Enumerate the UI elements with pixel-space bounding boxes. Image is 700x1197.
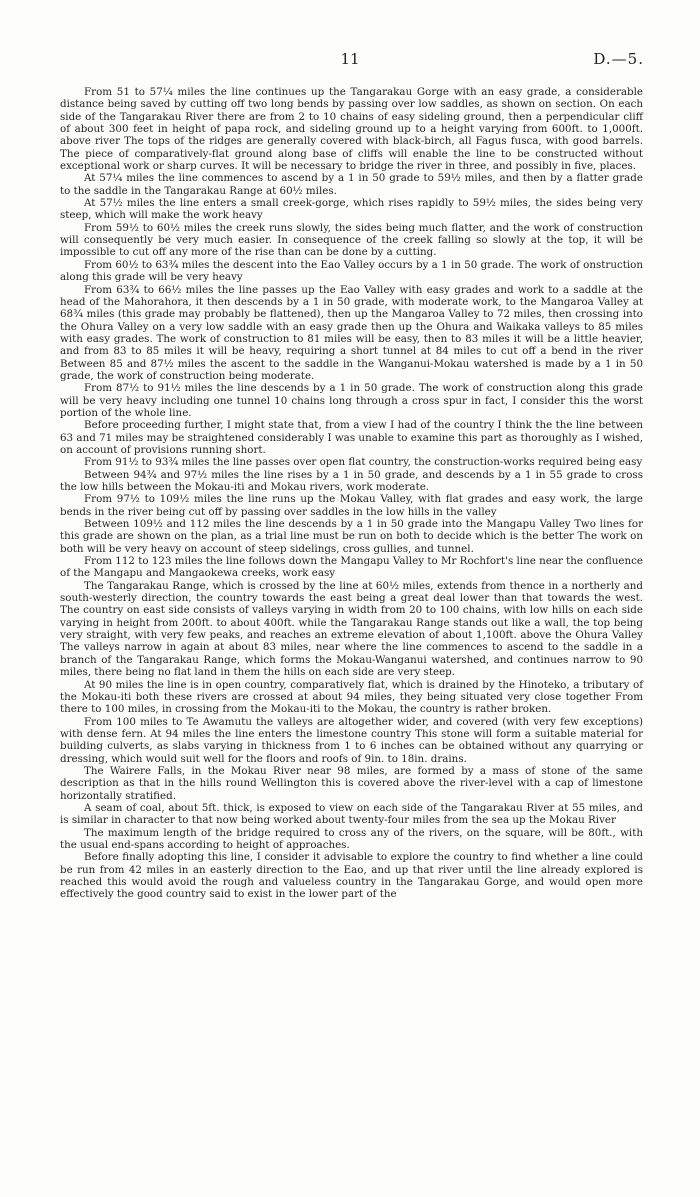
paragraph: The Tangarakau Range, which is crossed by the line at 60½ miles, extends from thence in a northerly and south-westerly direction, the country towards the east being a great deal lower than that towards the west. The country on east side consists of valleys varying in width from 20 to 100 chains, with low hills on each side varying in height from 200ft. to about 400ft. while the Tangarakau Range stands out like a wall, the top being very straight, with very few peaks, and reaches an extreme elevation of about 1,100ft. above the Ohura Valley The valleys narrow in again at about 83 miles, near where the line commences to ascend to the saddle in a branch of the Tangarakau Range, which forms the Mokau-Wanganui watershed, and continues narrow to 90 miles, there being no flat land in them the hills on each side are very steep. <box>60 579 643 679</box>
paragraph: From 63¾ to 66½ miles the line passes up the Eao Valley with easy grades and work to a saddle at the head of the Mahorahora, it then descends by a 1 in 50 grade, with moderate work, to the Mangaroa Valley at 68¾ miles (this grade may probably be flattened), then up the Mangaroa Valley to 72 miles, then crossing into the Ohura Valley on a very low saddle with an easy grade then up the Ohura and Waikaka valleys to 85 miles with easy grades. The work of construction to 81 miles will be easy, then to 83 miles it will be a little heavier, and from 83 to 85 miles it will be heavy, requiring a short tunnel at 84 miles to cut off a bend in the river Between 85 and 87½ miles the ascent to the saddle in the Wanganui-Mokau watershed is made by a 1 in 50 grade, the work of construction being moderate. <box>60 283 643 382</box>
paragraph: From 51 to 57¼ miles the line continues up the Tangarakau Gorge with an easy grade, a considerable distance being saved by cutting off two long bends by passing over low saddles, as shown on section. On each side of the Tangarakau River there are from 2 to 10 chains of easy sideling ground, then a perpendicular cliff of about 300 feet in height of papa rock, and sideling ground up to a height varying from 600ft. to 1,000ft. above river The tops of the ridges are generally covered with black-birch, all Fagus fusca, with good barrels. The piece of comparatively-flat ground along base of cliffs will enable the line to be constructed without exceptional work or sharp curves. It will be necessary to bridge the river in three, and possibly in five, places. <box>60 86 643 173</box>
body-text <box>60 86 643 901</box>
paragraph: From 91½ to 93¾ miles the line passes over open flat country, the construction-works required being easy <box>84 456 643 469</box>
paragraph: From 112 to 123 miles the line follows down the Mangapu Valley to Mr Rochfort's line near the confluence of the Mangapu and Mangaokewa creeks, work easy <box>60 555 643 580</box>
paragraph: Before finally adopting this line, I consider it advisable to explore the country to find whether a line could be run from 42 miles in an easterly direction to the Eao, and up that river until the line already explored is reached this would avoid the rough and valueless country in the Tangarakau Gorge, and would open more effectively the good country said to exist in the lower part of the <box>60 851 643 901</box>
paragraph: From 60½ to 63¾ miles the descent into the Eao Valley occurs by a 1 in 50 grade. The work of onstruction along this grade will be very heavy <box>60 258 643 284</box>
paragraph: From 100 miles to Te Awamutu the valleys are altogether wider, and covered (with very few exceptions) with dense fern. At 94 miles the line enters the limestone country This stone will form a suitable material for building culverts, as slabs varying in thickness from 1 to 6 inches can be obtained without any quarrying or dressing, which would suit well for the floors and roofs of 9in. to 18in. drains. <box>60 715 643 765</box>
paragraph: Between 94¾ and 97½ miles the line rises by a 1 in 50 grade, and descends by a 1 in 55 grade to cross the low hills between the Mokau-iti and Mokau rivers, work moderate. <box>60 468 643 493</box>
paragraph: Before proceeding further, I might state that, from a view I had of the country I think the the line between 63 and 71 miles may be straightened considerably I was unable to examine this part as thoroughly as I wished, on account of provisions running short. <box>60 419 643 456</box>
paragraph: The Wairere Falls, in the Mokau River near 98 miles, are formed by a mass of stone of the same description as that in the hills round Wellington this is covered above the river-level with a cap of limestone horizontally stratified. <box>60 764 643 802</box>
paragraph: At 57¼ miles the line commences to ascend by a 1 in 50 grade to 59½ miles, and then by a flatter grade to the saddle in the Tangarakau Range at 60½ miles. <box>60 172 643 197</box>
document-code: D.—5. <box>593 50 644 68</box>
paragraph: From 59½ to 60½ miles the creek runs slowly, the sides being much flatter, and the work of construction will consequently be very much easier. In consequence of the creek falling so slowly at the top, it will be impossible to cut off any more of the rise than can be done by a cutting. <box>60 221 643 259</box>
page-number: 11 <box>340 50 360 68</box>
page-header <box>0 50 700 74</box>
paragraph: Between 109½ and 112 miles the line descends by a 1 in 50 grade into the Mangapu Valley Two lines for this grade are shown on the plan, as a trial line must be run on both to decide which is the better The work on both will be very heavy on account of steep sidelings, cross gullies, and tunnel. <box>60 518 643 555</box>
paragraph: At 57½ miles the line enters a small creek-gorge, which rises rapidly to 59½ miles, the sides being very steep, which will make the work heavy <box>60 197 643 222</box>
paragraph: The maximum length of the bridge required to cross any of the rivers, on the square, will be 80ft., with the usual end-spans according to height of approaches. <box>60 826 643 851</box>
paragraph: A seam of coal, about 5ft. thick, is exposed to view on each side of the Tangarakau River at 55 miles, and is similar in character to that now being worked about twenty-four miles from the sea up the Mokau River <box>60 801 643 827</box>
paragraph: From 87½ to 91½ miles the line descends by a 1 in 50 grade. The work of construction along this grade will be very heavy including one tunnel 10 chains long through a cross spur in fact, I consider this the worst portion of the whole line. <box>60 382 643 419</box>
paragraph: At 90 miles the line is in open country, comparatively flat, which is drained by the Hinoteko, a tributary of the Mokau-iti both these rivers are crossed at about 94 miles, they being situated very close together From there to 100 miles, in crossing from the Mokau-iti to the Mokau, the country is rather broken. <box>60 678 643 716</box>
paragraph: From 97½ to 109½ miles the line runs up the Mokau Valley, with flat grades and easy work, the large bends in the river being cut off by passing over saddles in the low hills in the valley <box>60 493 643 518</box>
